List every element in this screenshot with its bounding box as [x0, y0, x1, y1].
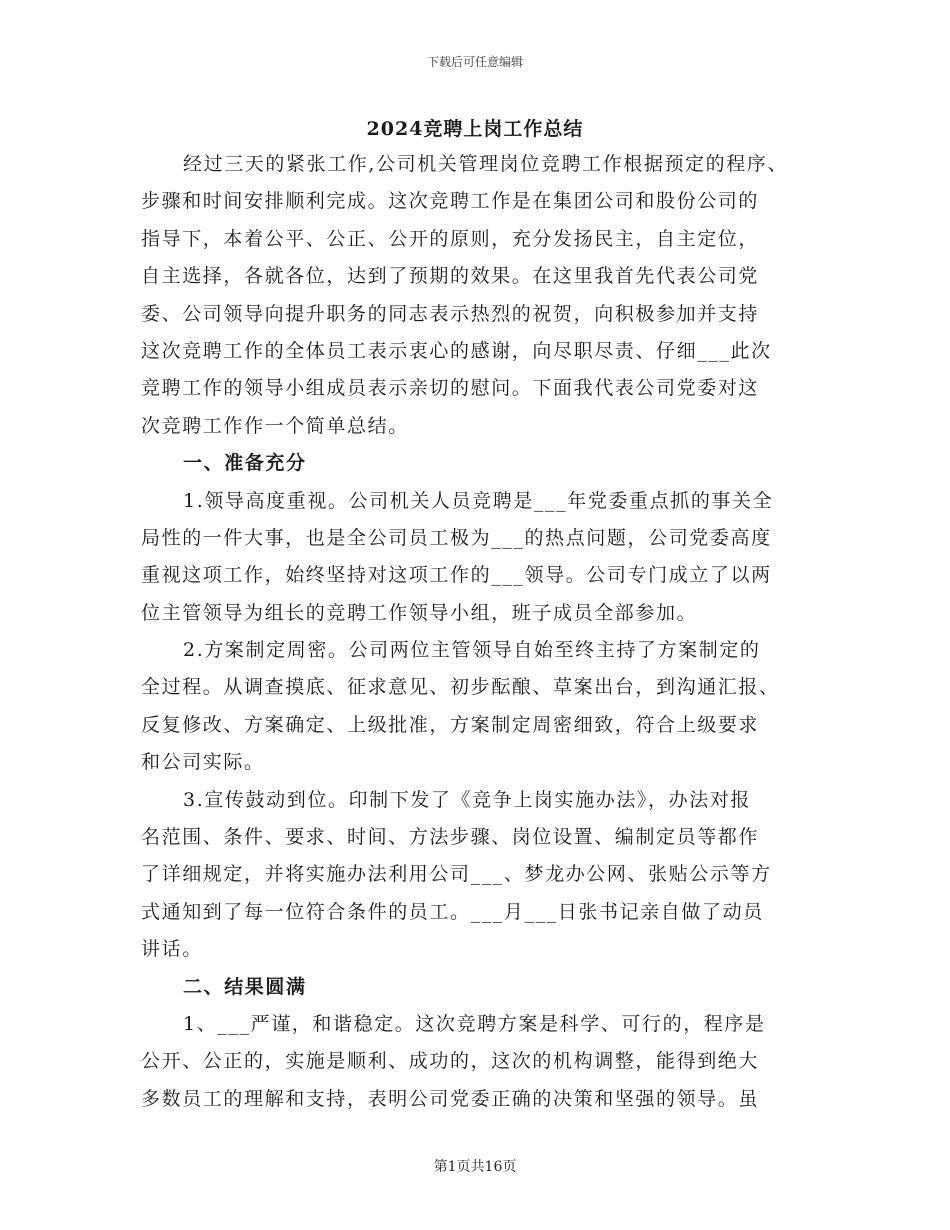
text-line: 重视这项工作，始终坚持对这项工作的___领导。公司专门成立了以两 — [141, 564, 772, 587]
text-line: 2.方案制定周密。公司两位主管领导自始至终主持了方案制定的 — [183, 639, 761, 662]
text-line: 1、___严谨，和谐稳定。这次竞聘方案是科学、可行的，程序是 — [183, 1012, 766, 1035]
text-line: 多数员工的理解和支持，表明公司党委正确的决策和坚强的领导。虽 — [141, 1087, 760, 1110]
text-line: 位主管领导为组长的竞聘工作领导小组，班子成员全部参加。 — [141, 601, 698, 624]
text-line: 全过程。从调查摸底、征求意见、初步酝酿、草案出台，到沟通汇报、 — [141, 676, 780, 699]
text-line: 步骤和时间安排顺利完成。这次竞聘工作是在集团公司和股份公司的 — [141, 190, 760, 213]
text-line: 委、公司领导向提升职务的同志表示热烈的祝贺，向积极参加并支持 — [141, 302, 760, 325]
document-body — [141, 146, 827, 1118]
text-line: 3.宣传鼓动到位。印制下发了《竞争上岗实施办法》，办法对报 — [183, 788, 752, 811]
text-line: 这次竞聘工作的全体员工表示衷心的感谢，向尽职尽责、仔细___此次 — [141, 339, 772, 362]
text-line: 了详细规定，并将实施办法利用公司___、梦龙办公网、张贴公示等方 — [141, 863, 772, 886]
text-line: 反复修改、方案确定、上级批准，方案制定周密细致，符合上级要求 — [141, 713, 760, 736]
text-line: 指导下，本着公平、公正、公开的原则，充分发扬民主，自主定位， — [141, 227, 760, 250]
text-line: 名范围、条件、要求、时间、方法步骤、岗位设置、编制定员等都作 — [141, 826, 760, 849]
section-heading: 一、准备充分 — [183, 452, 307, 475]
text-line: 次竞聘工作作一个简单总结。 — [141, 414, 409, 437]
page-footer: 第1页共16页 — [433, 1159, 517, 1175]
text-line: 自主选择，各就各位，达到了预期的效果。在这里我首先代表公司党 — [141, 265, 760, 288]
header-note: 下载后可任意编辑 — [426, 55, 523, 69]
text-line: 经过三天的紧张工作,公司机关管理岗位竞聘工作根据预定的程序、 — [183, 153, 789, 175]
text-line: 和公司实际。 — [141, 751, 265, 774]
text-line: 讲话。 — [141, 938, 203, 961]
text-line: 1.领导高度重视。公司机关人员竞聘是___年党委重点抓的事关全 — [183, 489, 774, 512]
text-line: 式通知到了每一位符合条件的员工。___月___日张书记亲自做了动员 — [141, 900, 764, 923]
section-heading: 二、结果圆满 — [183, 975, 307, 998]
text-line: 竞聘工作的领导小组成员表示亲切的慰问。下面我代表公司党委对这 — [141, 377, 760, 400]
text-line: 公开、公正的，实施是顺利、成功的，这次的机构调整，能得到绝大 — [141, 1050, 760, 1073]
document-title: 2024竞聘上岗工作总结 — [366, 118, 584, 140]
text-line: 局性的一件大事，也是全公司员工极为___的热点问题，公司党委高度 — [141, 526, 772, 549]
